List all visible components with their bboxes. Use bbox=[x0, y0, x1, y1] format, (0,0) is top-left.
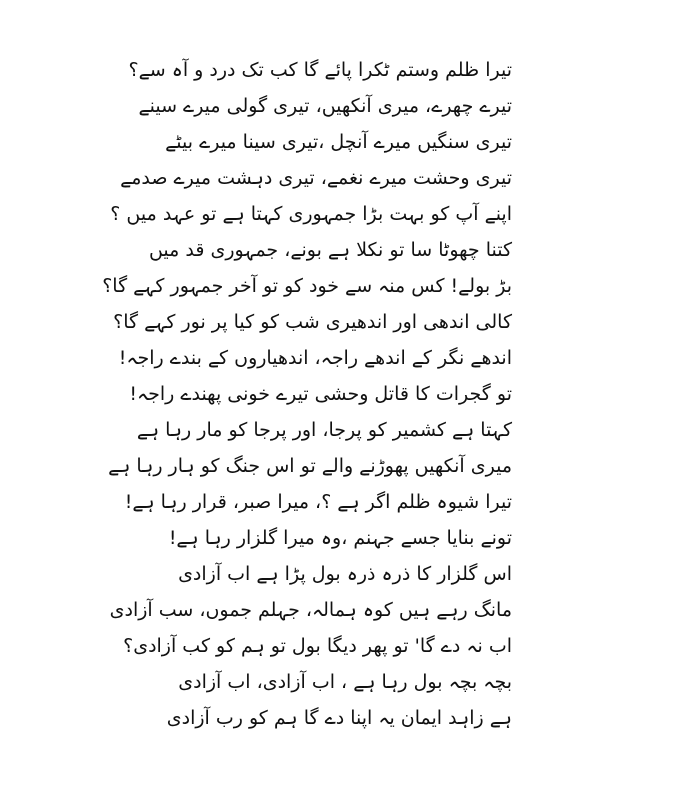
poem-line-19: ہے زاہد ایمان یہ اپنا دے گا ہم کو رب آزادی bbox=[166, 707, 512, 729]
poem-line-13: تیرا شیوہ ظلم اگر ہے ؟، میرا صبر، قرار رہا ہے! bbox=[124, 491, 512, 513]
poem-line-14: تونے بنایا جسے جہنم ،وہ میرا گلزار رہا ہے! bbox=[168, 527, 512, 549]
poem-line-17: اب نہ دے گا' تو پھر دیگا بول تو ہم کو کب آزادی؟ bbox=[123, 635, 512, 657]
poem-line-3: تیری سنگیں میرے آنچل ،تیری سینا میرے بیٹے bbox=[165, 131, 512, 153]
poem-line-18: بچہ بچہ بول رہا ہے ، اب آزادی، اب آزادی bbox=[178, 671, 512, 693]
poem-line-1: تیرا ظلم وستم ٹکرا پائے گا کب تک درد و آہ سے؟ bbox=[128, 59, 512, 81]
poem-line-5: اپنے آپ کو بہت بڑا جمہوری کہتا ہے تو عہد میں ؟ bbox=[110, 203, 512, 225]
poem-line-16: مانگ رہے ہیں کوہ ہمالہ، جہلم جموں، سب آزادی bbox=[109, 599, 512, 621]
poem-line-6: کتنا چھوٹا سا تو نکلا ہے بونے، جمہوری قد میں bbox=[148, 239, 512, 261]
poem-line-4: تیری وحشت میرے نغمے، تیری دہشت میرے صدمے bbox=[120, 167, 512, 189]
poem-line-7: بڑ بولے! کس منہ سے خود کو تو آخر جمہور کہے گا؟ bbox=[102, 275, 512, 297]
poem-line-10: تو گجرات کا قاتل وحشی تیرے خونی پھندے راجہ! bbox=[129, 383, 512, 405]
poem-line-2: تیرے چھرے، میری آنکھیں، تیری گولی میرے سینے bbox=[138, 95, 512, 117]
poem-line-15: اس گلزار کا ذرہ ذرہ بول پڑا ہے اب آزادی bbox=[178, 563, 512, 585]
poem-line-9: اندھے نگر کے اندھے راجہ، اندھیاروں کے بندے راجہ! bbox=[118, 347, 512, 369]
poem-line-11: کہتا ہے کشمیر کو پرجا، اور پرجا کو مار رہا ہے bbox=[136, 419, 512, 441]
poem-line-8: کالی اندھی اور اندھیری شب کو کیا پر نور کہے گا؟ bbox=[113, 311, 512, 333]
poem-line-12: میری آنکھیں پھوڑنے والے تو اس جنگ کو ہار رہا ہے bbox=[108, 455, 512, 477]
poem-text bbox=[0, 52, 700, 736]
